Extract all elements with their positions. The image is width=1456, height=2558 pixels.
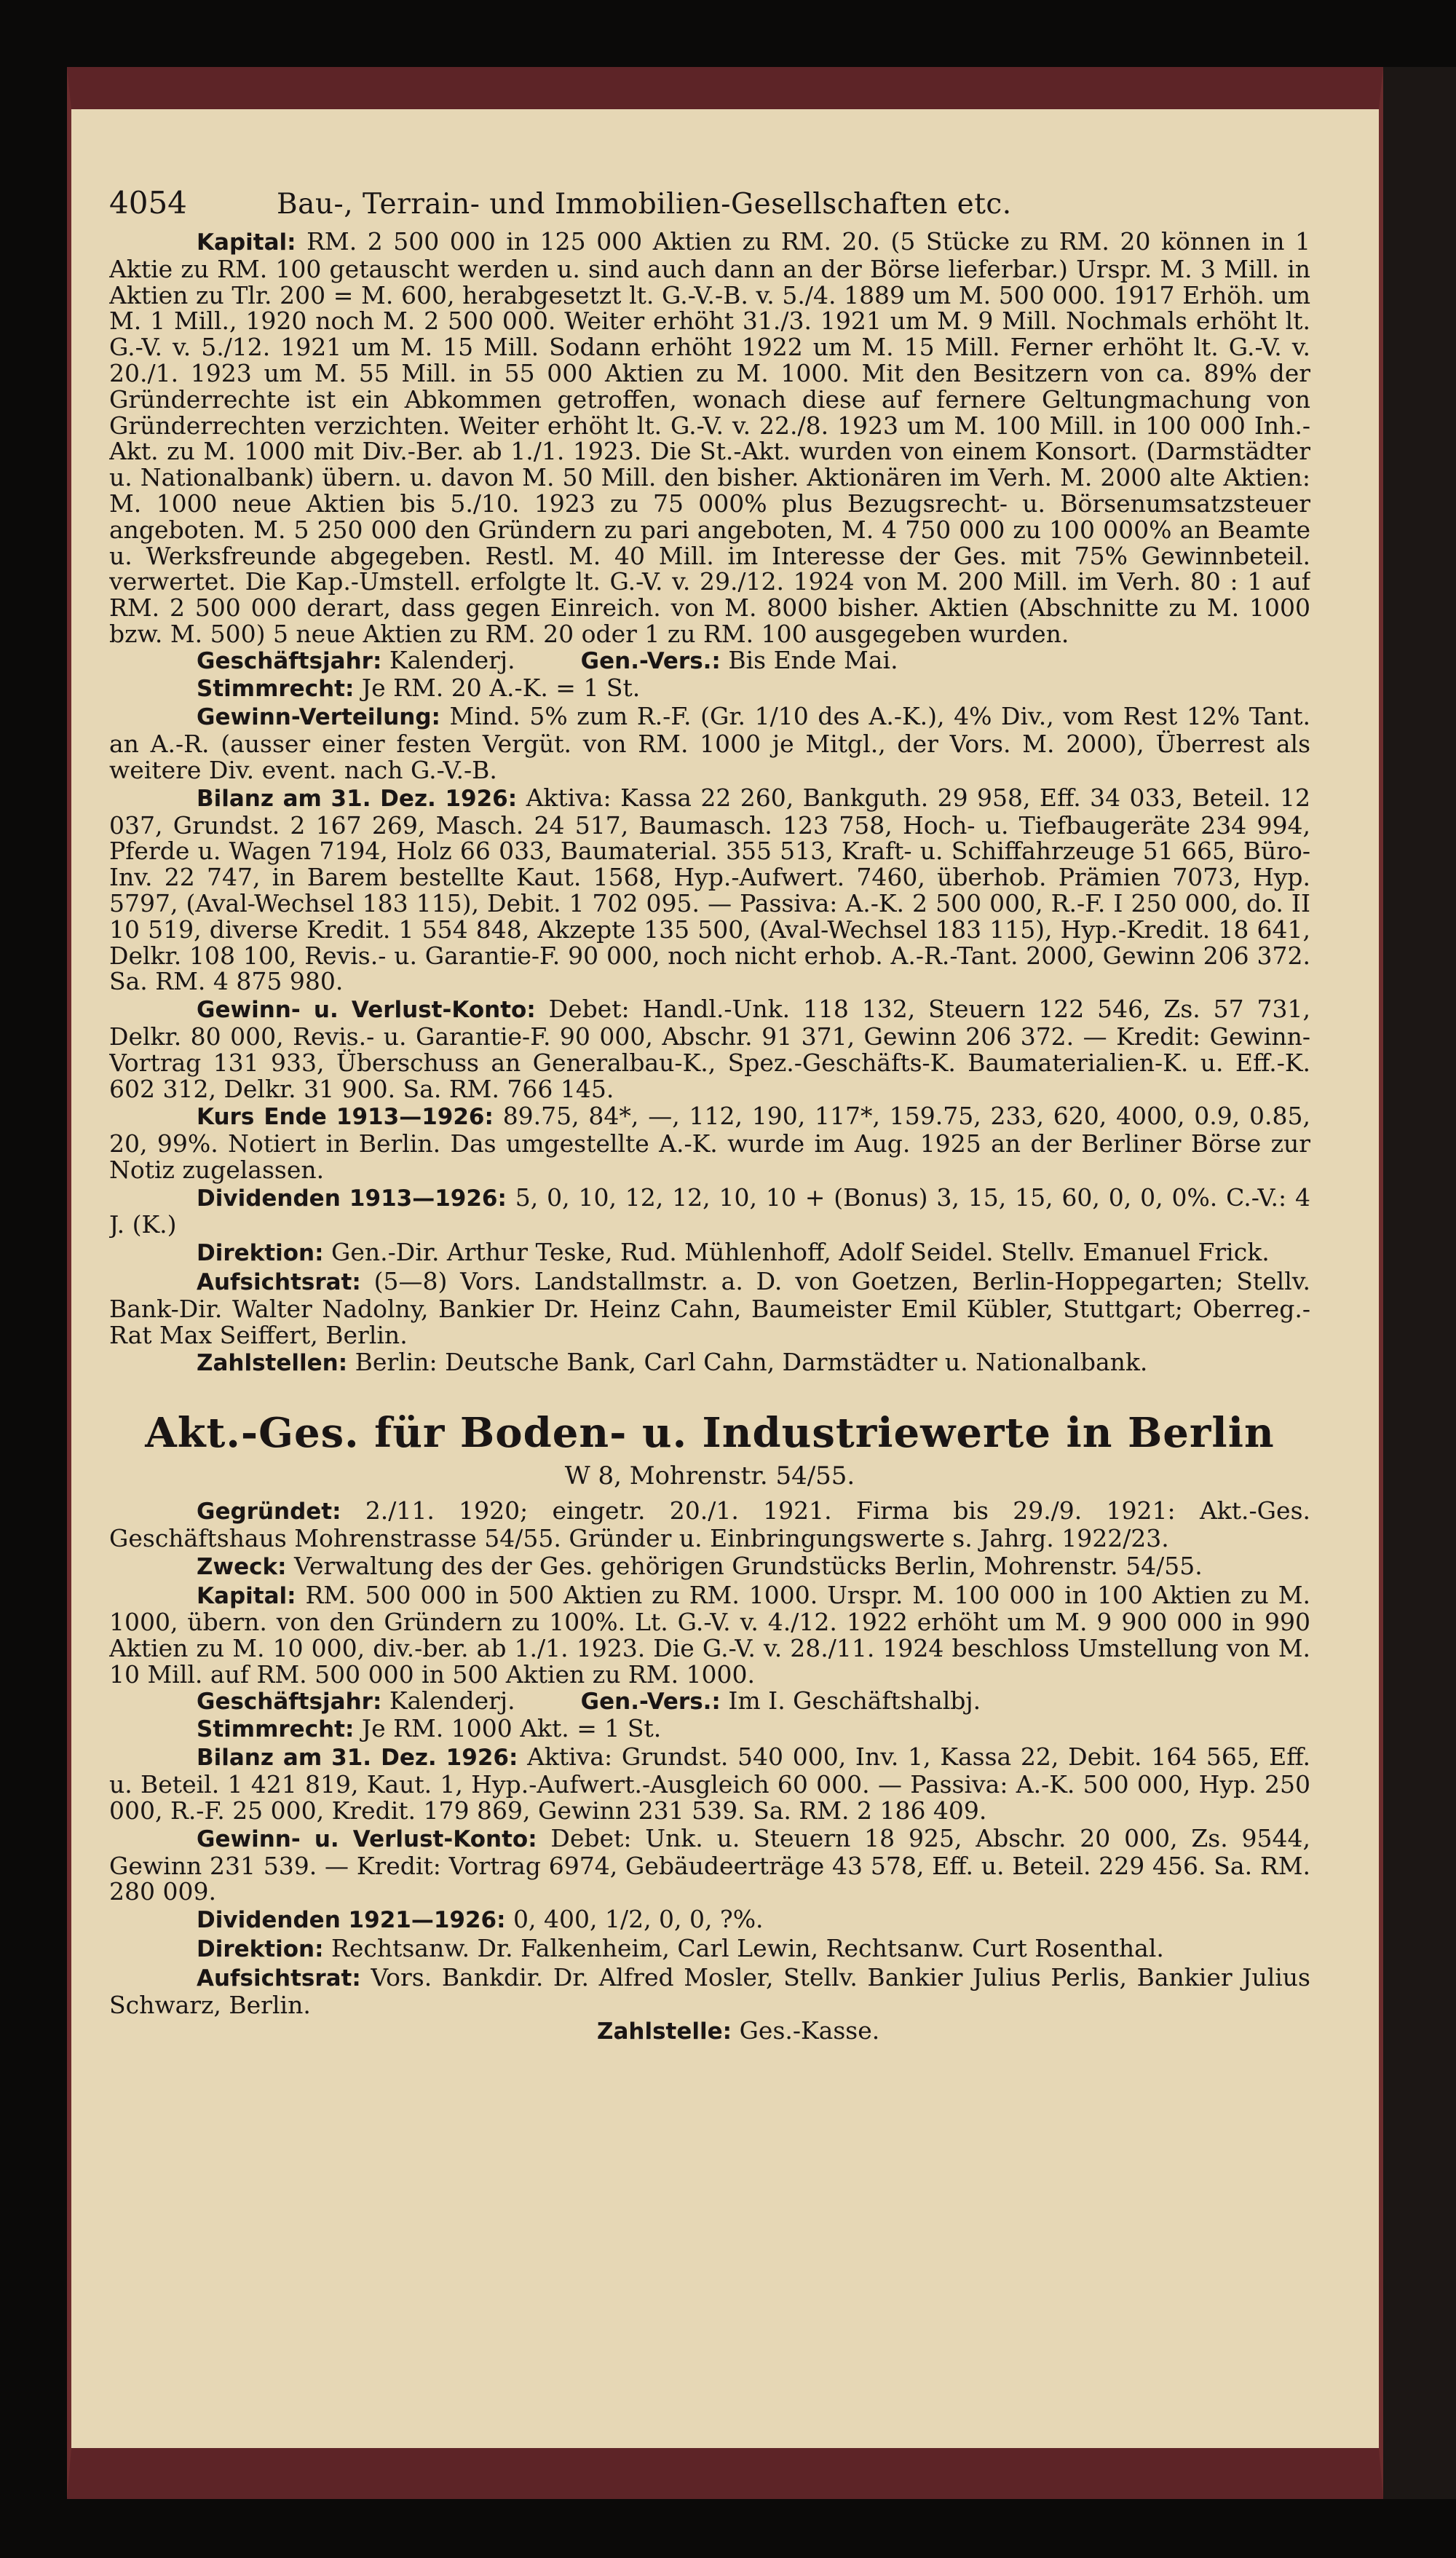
page-header <box>109 185 1310 229</box>
dividenden-2-text: 0, 400, 1/2, 0, 0, ?%. <box>513 1905 764 1934</box>
stimmrecht-label: Stimmrecht: <box>197 675 355 702</box>
kapital-2-label: Kapital: <box>197 1582 296 1609</box>
geschaeftsjahr-entry <box>197 647 515 675</box>
direktion-2-section <box>109 1935 1310 1963</box>
gegruendet-section <box>109 1498 1310 1552</box>
guv-label: Gewinn- u. Verlust-Konto: <box>197 997 536 1024</box>
direktion-label: Direktion: <box>197 1240 324 1267</box>
dividenden-2-label: Dividenden 1921—1926: <box>197 1907 506 1934</box>
stimmrecht-section <box>109 675 1310 703</box>
geschaeftsjahr-genvers-2-line <box>109 1688 1310 1716</box>
page-content <box>109 185 1310 2428</box>
geschaeftsjahr-2-text: Kalenderj. <box>389 1686 515 1715</box>
gewinnverteilung-section <box>109 703 1310 783</box>
aufsichtsrat-2-label: Aufsichtsrat: <box>197 1965 361 1991</box>
stimmrecht-2-label: Stimmrecht: <box>197 1716 355 1742</box>
aufsichtsrat-2-section <box>109 1962 1310 2019</box>
geschaeftsjahr-2-entry <box>197 1688 515 1716</box>
zahlstelle-label: Zahlstelle: <box>597 2018 732 2045</box>
direktion-text: Gen.-Dir. Arthur Teske, Rud. Mühlenhoff, Adolf Seidel. Stellv. Emanuel Frick. <box>331 1238 1270 1267</box>
zahlstelle-text: Ges.-Kasse. <box>739 2016 880 2045</box>
zweck-section <box>109 1553 1310 1581</box>
scanned-page <box>67 67 1383 2499</box>
kapital-section <box>109 229 1310 647</box>
guv-text: Debet: Handl.-Unk. 118 132, Steuern 122 546, Zs. 57 731, Delkr. 80 000, Revis.- u. Garantie-F. 90 000, Abschr. 91 371, Gewinn 206 372. — Kredit: Gewinn-Vortrag 131 933, Überschuss an Generalbau-K., Spez.-Geschäfts-K. Baumaterialien-K. u. Eff.-K. 602 312, Delkr. 31 900. Sa. RM. 766 145. <box>109 995 1310 1103</box>
guv-2-text: Debet: Unk. u. Steuern 18 925, Abschr. 20 000, Zs. 9544, Gewinn 231 539. — Kredit: Vortrag 6974, Gebäudeerträge 43 578, Eff. u. Beteil. 229 456. Sa. RM. 280 009. <box>109 1823 1310 1906</box>
gewinnverteilung-text: Mind. 5% zum R.-F. (Gr. 1/10 des A.-K.), 4% Div., vom Rest 12% Tant. an A.-R. (ausser einer festen Vergüt. von RM. 1000 je Mitgl., der Vors. M. 2000), Überrest als weitere Div. event. nach G.-V.-B. <box>109 702 1310 784</box>
zahlstelle-line <box>109 2018 1310 2045</box>
genvers-2-text: Im I. Geschäftshalbj. <box>728 1686 981 1715</box>
company-address: W 8, Mohrenstr. 54/55. <box>564 1461 855 1491</box>
bilanz-2-text: Aktiva: Grundst. 540 000, Inv. 1, Kassa 22, Debit. 164 565, Eff. u. Beteil. 1 421 819, Kaut. 1, Hyp.-Aufwert.-Ausgleich 60 000. — Passiva: A.-K. 500 000, Hyp. 250 000, R.-F. 25 000, Kredit. 179 869, Gewinn 231 539. Sa. RM. 2 186 409. <box>109 1742 1310 1825</box>
bilanz-text: Aktiva: Kassa 22 260, Bankguth. 29 958, Eff. 34 033, Beteil. 12 037, Grundst. 2 167 269, Masch. 24 517, Baumasch. 123 758, Hoch- u. Tiefbaugeräte 234 994, Pferde u. Wagen 7194, Holz 66 033, Baumaterial. 355 513, Kraft- u. Schiffahrzeuge 51 665, Büro-Inv. 22 747, in Barem bestellte Kaut. 1568, Hyp.-Aufwert. 7460, überhob. Prämien 7073, Hyp. 5797, (Aval-Wechsel 183 115), Debit. 1 702 095. — Passiva: A.-K. 2 500 000, R.-F. I 250 000, do. II 10 519, diverse Kredit. 1 554 848, Akzepte 135 500, (Aval-Wechsel 183 115), Hyp.-Kredit. 18 641, Delkr. 108 100, Revis.- u. Garantie-F. 90 000, noch nicht erhob. A.-R.-Tant. 2000, Gewinn 206 372. Sa. RM. 4 875 980. <box>109 783 1310 996</box>
zahlstellen-section <box>109 1349 1310 1377</box>
genvers-entry <box>581 647 898 675</box>
genvers-2-label: Gen.-Vers.: <box>580 1688 721 1715</box>
bilanz-section <box>109 785 1310 995</box>
kurs-text: 89.75, 84*, —, 112, 190, 117*, 159.75, 233, 620, 4000, 0.9, 0.85, 20, 99%. Notiert in Berlin. Das umgestellte A.-K. wurde im Aug. 1925 an der Berliner Börse zur Notiz zugelassen. <box>109 1102 1310 1184</box>
gegruendet-text: 2./11. 1920; eingetr. 20./1. 1921. Firma bis 29./9. 1921: Akt.-Ges. Geschäftshaus Mohrenstrasse 54/55. Gründer u. Einbringungswerte s. Jahrg. 1922/23. <box>109 1496 1310 1553</box>
bilanz-label: Bilanz am 31. Dez. 1926: <box>197 785 518 812</box>
genvers-2-entry <box>581 1688 981 1716</box>
bilanz-2-label: Bilanz am 31. Dez. 1926: <box>197 1745 518 1772</box>
zweck-text: Verwaltung des der Ges. gehörigen Grundstücks Berlin, Mohrenstr. 54/55. <box>294 1551 1203 1580</box>
aufsichtsrat-section <box>109 1268 1310 1348</box>
genvers-label: Gen.-Vers.: <box>580 647 721 674</box>
aufsichtsrat-label: Aufsichtsrat: <box>197 1269 361 1296</box>
guv-section <box>109 996 1310 1102</box>
zahlstellen-label: Zahlstellen: <box>197 1350 348 1377</box>
geschaeftsjahr-label: Geschäftsjahr: <box>197 647 382 674</box>
scan-background-right <box>1383 67 1456 2499</box>
kapital-label: Kapital: <box>197 229 296 256</box>
gegruendet-label: Gegründet: <box>197 1499 341 1525</box>
company-title: Akt.-Ges. für Boden- u. Industriewerte in Berlin <box>145 1409 1275 1458</box>
geschaeftsjahr-2-label: Geschäftsjahr: <box>197 1688 382 1715</box>
geschaeftsjahr-genvers-line <box>109 647 1310 675</box>
dividenden-2-section <box>109 1906 1310 1934</box>
dividenden-section <box>109 1185 1310 1239</box>
genvers-text: Bis Ende Mai. <box>728 645 898 674</box>
geschaeftsjahr-text: Kalenderj. <box>389 645 515 674</box>
direktion-2-text: Rechtsanw. Dr. Falkenheim, Carl Lewin, Rechtsanw. Curt Rosenthal. <box>331 1934 1164 1963</box>
bilanz-2-section <box>109 1744 1310 1823</box>
kurs-section <box>109 1103 1310 1183</box>
direktion-2-label: Direktion: <box>197 1936 324 1963</box>
kapital-2-text: RM. 500 000 in 500 Aktien zu RM. 1000. Urspr. M. 100 000 in 100 Aktien zu M. 1000, übern. von den Gründern zu 100%. Lt. G.-V. v. 4./12. 1922 erhöht um M. 9 900 000 in 990 Aktien zu M. 10 000, div.-ber. ab 1./1. 1923. Die G.-V. v. 28./11. 1924 beschloss Umstellung von M. 10 Mill. auf RM. 500 000 in 500 Aktien zu RM. 1000. <box>109 1580 1310 1689</box>
stimmrecht-2-text: Je RM. 1000 Akt. = 1 St. <box>361 1713 662 1742</box>
kurs-label: Kurs Ende 1913—1926: <box>197 1104 494 1131</box>
guv-2-label: Gewinn- u. Verlust-Konto: <box>197 1825 537 1852</box>
running-head: Bau-, Terrain- und Immobilien-Gesellschaften etc. <box>277 188 1012 221</box>
stimmrecht-text: Je RM. 20 A.-K. = 1 St. <box>361 673 641 702</box>
kapital-2-section <box>109 1582 1310 1688</box>
guv-2-section <box>109 1825 1310 1905</box>
page-number: 4054 <box>109 185 187 221</box>
aufsichtsrat-text: (5—8) Vors. Landstallmstr. a. D. von Goetzen, Berlin-Hoppegarten; Stellv. Bank-Dir. Walter Nadolny, Bankier Dr. Heinz Cahn, Baumeister Emil Kübler, Stuttgart; Oberreg.-Rat Max Seiffert, Berlin. <box>109 1267 1310 1349</box>
direktion-section <box>109 1239 1310 1267</box>
gewinnverteilung-label: Gewinn-Verteilung: <box>197 704 440 731</box>
aufsichtsrat-2-text: Vors. Bankdir. Dr. Alfred Mosler, Stellv. Bankier Julius Perlis, Bankier Julius Schwarz, Berlin. <box>109 1962 1310 2019</box>
zahlstellen-text: Berlin: Deutsche Bank, Carl Cahn, Darmstädter u. Nationalbank. <box>355 1348 1148 1377</box>
dividenden-label: Dividenden 1913—1926: <box>197 1185 507 1212</box>
dividenden-text: 5, 0, 10, 12, 12, 10, 10 + (Bonus) 3, 15, 15, 60, 0, 0, 0%. C.-V.: 4 J. (K.) <box>109 1183 1310 1239</box>
stimmrecht-2-section <box>109 1713 1310 1743</box>
zweck-label: Zweck: <box>197 1553 287 1580</box>
kapital-text: RM. 2 500 000 in 125 000 Aktien zu RM. 20. (5 Stücke zu RM. 20 können in 1 Aktie zu RM. 100 getauscht werden u. sind auch dann an der Börse lieferbar.) Urspr. M. 3 Mill. in Aktien zu Tlr. 200 = M. 600, herabgesetzt lt. G.-V.-B. v. 5./4. 1889 um M. 500 000. 1917 Erhöh. um M. 1 Mill., 1920 noch M. 2 500 000. Weiter erhöht 31./3. 1921 um M. 9 Mill. Nochmals erhöht lt. G.-V. v. 5./12. 1921 um M. 15 Mill. Sodann erhöht 1922 um M. 15 Mill. Ferner erhöht lt. G.-V. v. 20./1. 1923 um M. 55 Mill. in 55 000 Aktien zu M. 1000. Mit den Besitzern von ca. 89% der Gründerrechte ist ein Abkommen getroffen, wonach diese auf fernere Geltungmachung von Gründerrechten verzichten. Weiter erhöht lt. G.-V. v. 22./8. 1923 um M. 100 Mill. in 100 000 Inh.-Akt. zu M. 1000 mit Div.-Ber. ab 1./1. 1923. Die St.-Akt. wurden von einem Konsort. (Darmstädter u. Nationalbank) übern. u. davon M. 50 Mill. den bisher. Aktionären im Verh. M. 2000 alte Aktien: M. 1000 neue Aktien bis 5./10. 1923 zu 75 000% plus Bezugsrecht- u. Börsenumsatzsteuer angeboten. M. 5 250 000 den Gründern zu pari angeboten, M. 4 750 000 zu 100 000% an Beamte u. Werksfreunde abgegeben. Restl. M. 40 Mill. im Interesse der Ges. mit 75% Gewinnbeteil. verwertet. Die Kap.-Umstell. erfolgte lt. G.-V. v. 29./12. 1924 von M. 200 Mill. im Verh. 80 : 1 auf RM. 2 500 000 derart, dass gegen Einreich. von M. 8000 bisher. Aktien (Abschnitte zu M. 1000 bzw. M. 500) 5 neue Aktien zu RM. 20 oder 1 zu RM. 100 ausgegeben wurden. <box>109 227 1310 648</box>
